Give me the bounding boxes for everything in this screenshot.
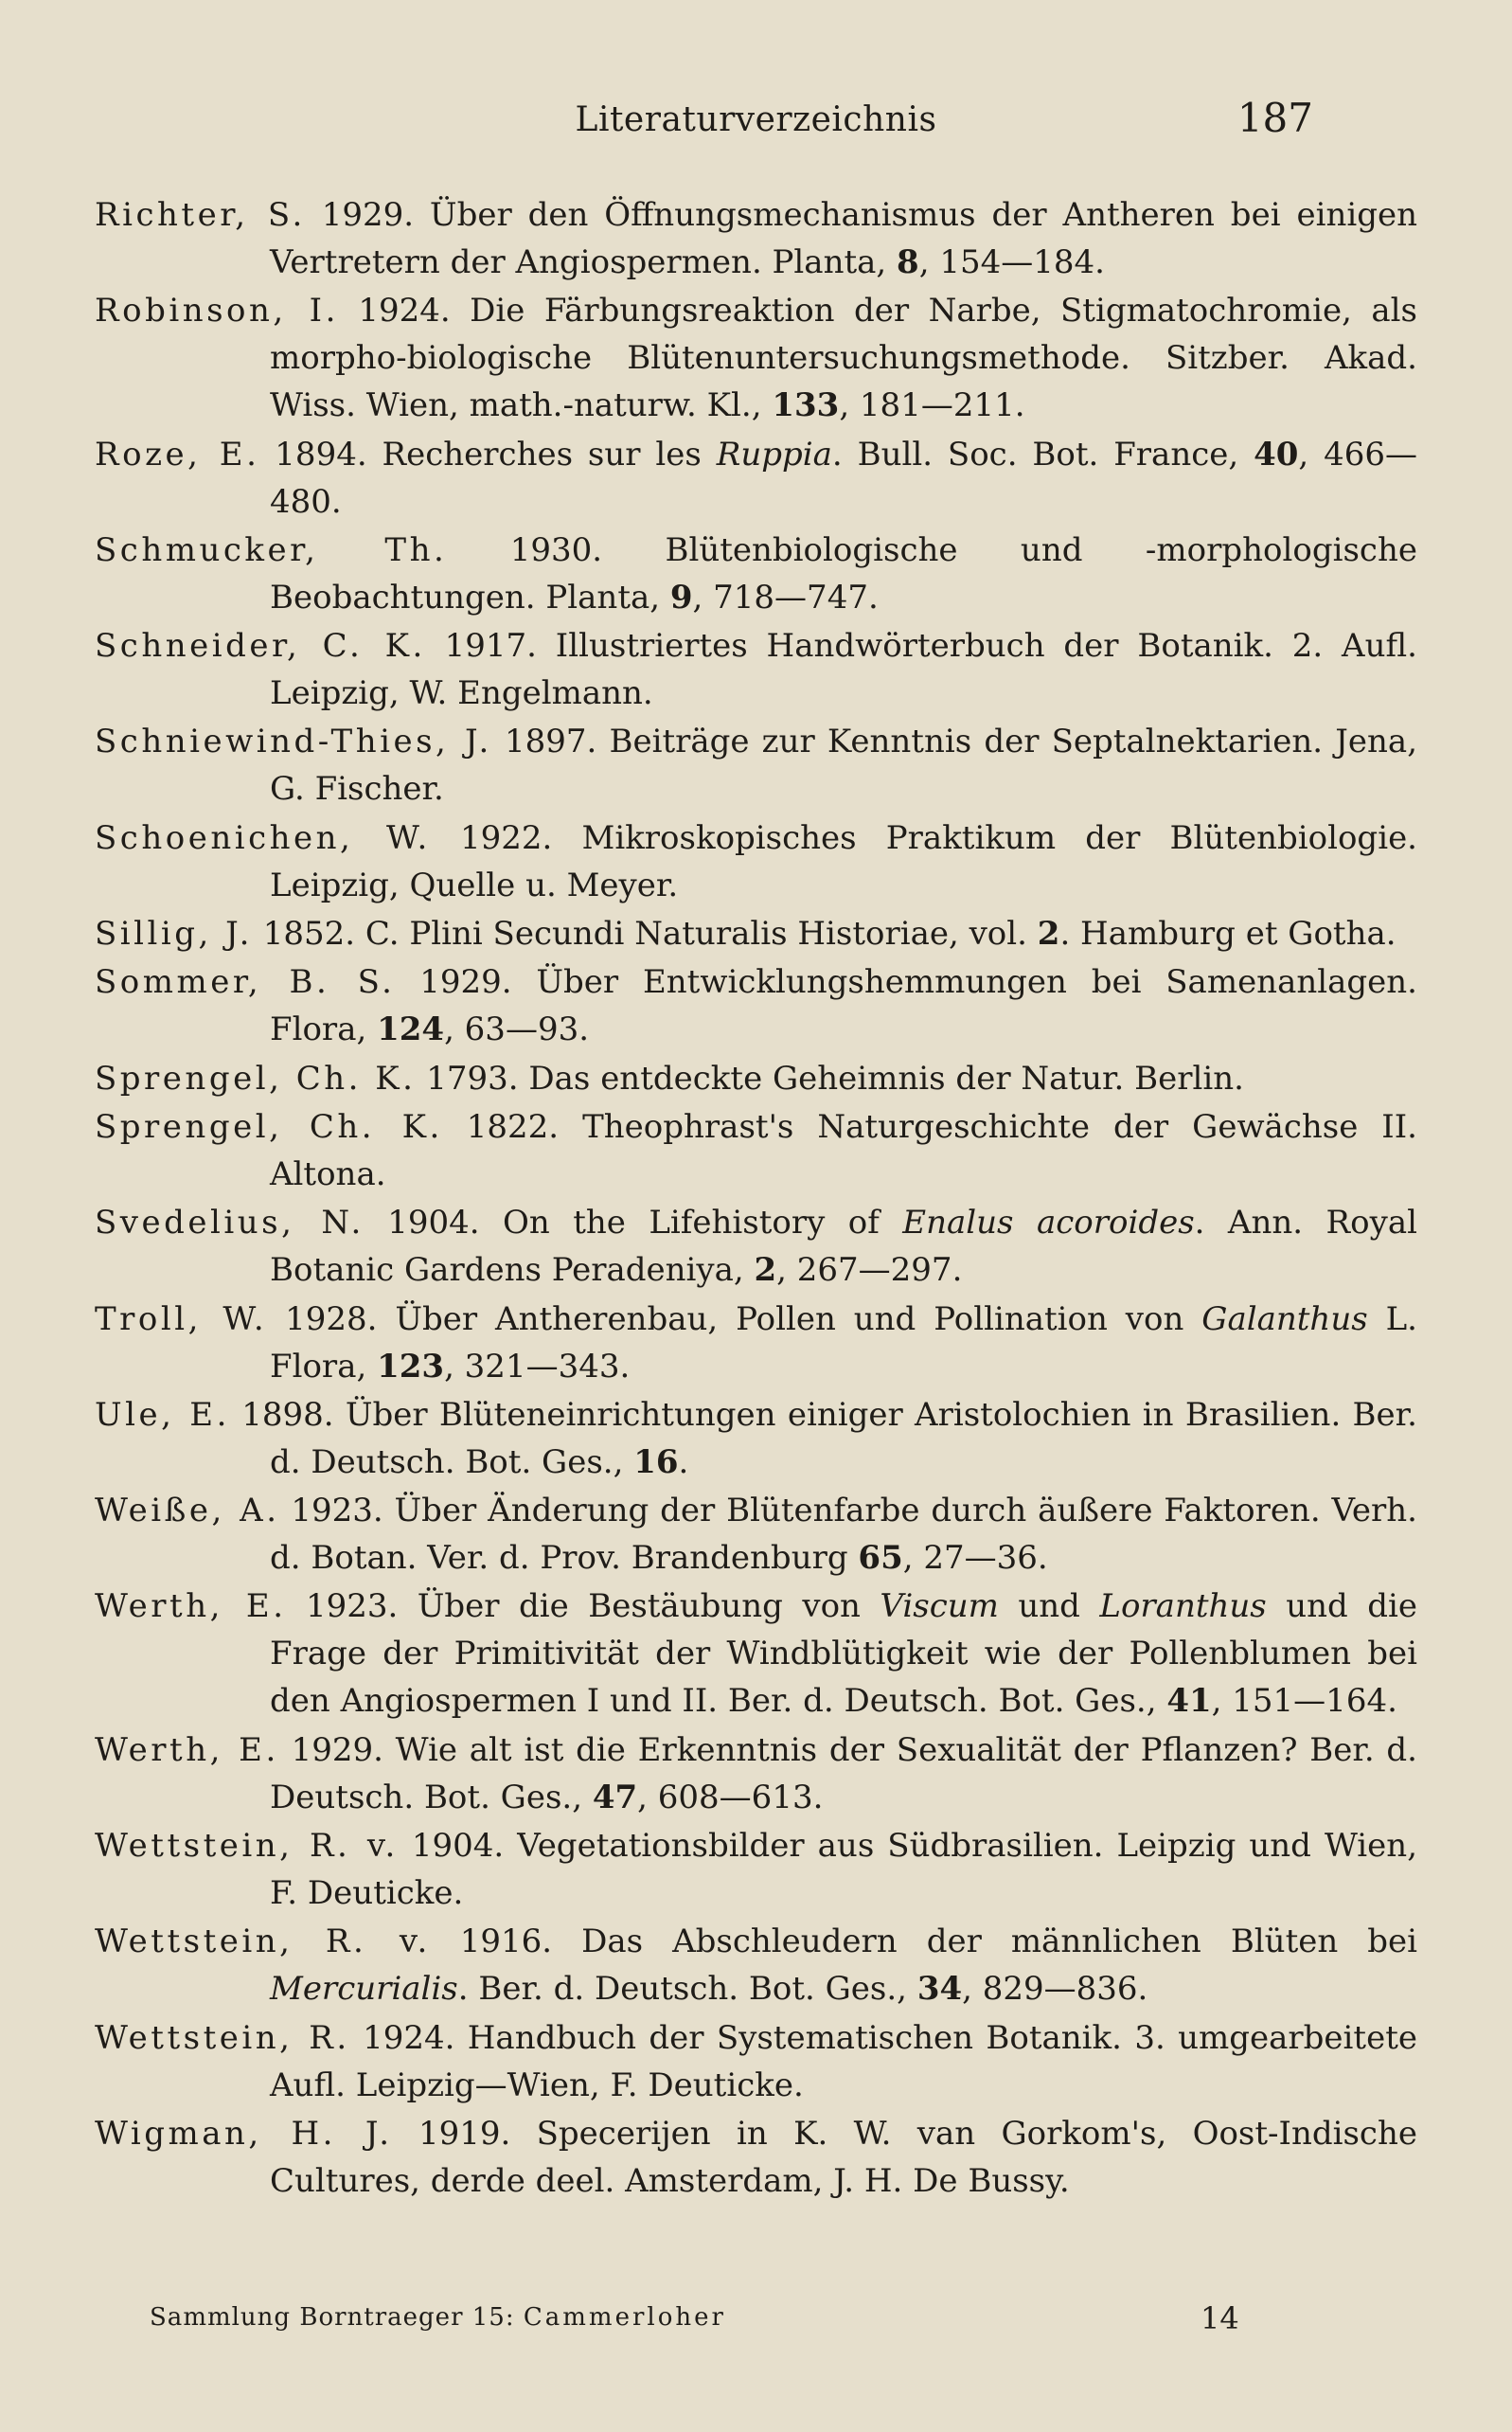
entry-text: , 181—211. xyxy=(839,386,1025,425)
page-number: 187 xyxy=(1236,95,1313,141)
entry-volume: 40 xyxy=(1254,435,1299,474)
entry-author: Wettstein, R. xyxy=(95,2018,350,2057)
bibliography-entry xyxy=(95,1918,1417,2012)
entry-volume: 2 xyxy=(1037,915,1060,954)
bibliography-entry xyxy=(95,1103,1417,1198)
bibliography-entry xyxy=(95,1487,1417,1582)
entry-text: , 829—836. xyxy=(962,1970,1148,2009)
entry-text: , 267—297. xyxy=(776,1251,963,1290)
entry-author: Schniewind-Thies, J. xyxy=(95,723,492,761)
running-title: Literaturverzeichnis xyxy=(575,100,937,139)
entry-text: . Ann. Royal Botanic Gardens Peradeniya, xyxy=(270,1204,1417,1290)
entry-text: 1916. Das Abschleudern der männlichen Blüten bei xyxy=(430,1922,1417,1961)
bibliography-entry xyxy=(95,431,1417,526)
entry-text: und xyxy=(998,1587,1100,1626)
entry-taxon: Enalus acoroides xyxy=(902,1204,1195,1243)
bibliography-entry xyxy=(95,191,1417,286)
entry-text: , 27—36. xyxy=(902,1539,1048,1578)
entry-author: Sprengel, Ch. K. xyxy=(95,1107,443,1146)
bibliography-entry xyxy=(95,1296,1417,1390)
entry-text: 1904. On the Lifehistory of xyxy=(364,1204,903,1243)
entry-text: 1929. Wie alt ist die Erkenntnis der Sexualität der Pflanzen? Ber. d. Deutsch. Bot. Ges., xyxy=(270,1730,1417,1816)
bibliography-entry xyxy=(95,910,1417,957)
entry-text: , 321—343. xyxy=(444,1347,631,1386)
entry-volume: 9 xyxy=(669,578,693,617)
entry-text: , 154—184. xyxy=(918,243,1105,281)
entry-text: 1928. Über Antherenbau, Pollen und Pollination von xyxy=(267,1299,1202,1338)
entry-text: L. Flora, xyxy=(270,1299,1417,1386)
entry-text: 1923. Über Änderung der Blütenfarbe durch äußere Faktoren. Verh. d. Botan. Ver. d. Prov. Brandenburg xyxy=(270,1492,1417,1578)
sheet-number: 14 xyxy=(1201,2300,1239,2336)
entry-taxon: Mercurialis xyxy=(270,1970,458,2009)
entry-taxon: Galanthus xyxy=(1201,1299,1368,1338)
entry-author: Wettstein, R. v. xyxy=(95,1827,399,1866)
entry-taxon: Loranthus xyxy=(1099,1587,1267,1626)
bibliography-entry xyxy=(95,287,1417,429)
bibliography-entry xyxy=(95,2014,1417,2109)
entry-text: . xyxy=(678,1442,689,1481)
signature-author: Cammerloher xyxy=(523,2303,726,2332)
printer-signature xyxy=(150,2303,726,2332)
entry-text: 1930. Blütenbiologische und -morphologische Beobachtungen. Planta, xyxy=(270,530,1417,617)
entry-volume: 47 xyxy=(592,1778,638,1816)
signature-prefix: Sammlung Borntraeger 15: xyxy=(150,2303,524,2332)
entry-author: Svedelius, N. xyxy=(95,1204,365,1243)
entry-text: 1929. Über den Öffnungsmechanismus der Antheren bei einigen Vertretern der Angiospermen. Planta, xyxy=(270,196,1418,281)
entry-text: 1924. Die Färbungsreaktion der Narbe, Stigmatochromie, als morpho-biologische Blütenuntersuchungsmethode. Sitzber. Akad. Wiss. Wien, math.-naturw. Kl., xyxy=(270,292,1417,425)
entry-text: 1822. Theophrast's Naturgeschichte der Gewächse II. Altona. xyxy=(270,1107,1417,1193)
entry-taxon: Viscum xyxy=(880,1587,999,1626)
bibliography-entry xyxy=(95,958,1417,1053)
entry-text: 1917. Illustriertes Handwörterbuch der Botanik. 2. Aufl. Leipzig, W. Engelmann. xyxy=(270,627,1417,713)
bibliography-entry xyxy=(95,1726,1417,1821)
bibliography-entry xyxy=(95,1199,1417,1294)
entry-author: Sommer, B. S. xyxy=(95,963,396,1002)
entry-author: Robinson, I. xyxy=(95,292,339,331)
bibliography-entry xyxy=(95,1583,1417,1725)
entry-volume: 2 xyxy=(754,1251,777,1290)
entry-text: 1793. Das entdeckte Geheimnis der Natur. Berlin. xyxy=(416,1059,1244,1098)
entry-author: Werth, E. xyxy=(95,1730,279,1769)
entry-author: Wettstein, R. v. xyxy=(95,1922,431,1961)
entry-author: Ule, E. xyxy=(95,1395,230,1434)
running-head xyxy=(95,95,1417,152)
bibliography-entry xyxy=(95,814,1417,909)
bibliography-entry xyxy=(95,1822,1417,1917)
entry-volume: 16 xyxy=(633,1442,679,1481)
entry-author: Roze, E. xyxy=(95,435,260,474)
entry-author: Sillig, J. xyxy=(95,915,253,954)
entry-author: Sprengel, Ch. K. xyxy=(95,1059,417,1098)
bibliography-entry xyxy=(95,527,1417,621)
entry-author: Schneider, C. K. xyxy=(95,627,426,666)
entry-text: 1919. Specerijen in K. W. van Gorkom's, Oost-Indische Cultures, derde deel. Amsterdam, J. H. De Bussy. xyxy=(270,2114,1417,2200)
entry-text: , 466—480. xyxy=(270,435,1417,521)
bibliography-entry xyxy=(95,718,1417,813)
bibliography-entry xyxy=(95,1055,1417,1102)
page-footer xyxy=(150,2300,1417,2341)
entry-text: 1923. Über die Bestäubung von xyxy=(286,1587,881,1626)
entry-author: Werth, E. xyxy=(95,1587,287,1626)
bibliography-entry xyxy=(95,622,1417,717)
entry-text: . Hamburg et Gotha. xyxy=(1059,915,1396,954)
entry-text: 1894. Recherches sur les xyxy=(259,435,717,474)
entry-text: 1898. Über Blüteneinrichtungen einiger Aristolochien in Brasilien. Ber. d. Deutsch. Bot. Ges., xyxy=(229,1395,1417,1481)
entry-taxon: Ruppia xyxy=(716,435,832,474)
entry-volume: 65 xyxy=(858,1539,903,1578)
entry-volume: 34 xyxy=(916,1970,963,2009)
entry-text: , 608—613. xyxy=(637,1778,824,1816)
entry-volume: 8 xyxy=(897,243,919,281)
entry-volume: 124 xyxy=(377,1010,445,1049)
entry-volume: 41 xyxy=(1166,1682,1212,1721)
entry-author: Wigman, H. J. xyxy=(95,2114,393,2153)
entry-author: Richter, S. xyxy=(95,196,306,234)
entry-text: 1929. Über Entwicklungshemmungen bei Samenanlagen. Flora, xyxy=(270,963,1417,1049)
entry-volume: 133 xyxy=(772,386,840,425)
entry-author: Troll, W. xyxy=(95,1299,268,1338)
entry-text: 1922. Mikroskopisches Praktikum der Blütenbiologie. Leipzig, Quelle u. Meyer. xyxy=(270,818,1417,904)
entry-text: 1897. Beiträge zur Kenntnis der Septalnektarien. Jena, G. Fischer. xyxy=(270,723,1417,809)
entry-volume: 123 xyxy=(377,1347,445,1386)
entry-author: Weiße, A. xyxy=(95,1492,280,1530)
bibliography-list xyxy=(95,191,1417,2206)
entry-author: Schmucker, Th. xyxy=(95,530,448,569)
entry-text: 1904. Vegetationsbilder aus Südbrasilien. Leipzig und Wien, F. Deuticke. xyxy=(270,1827,1418,1913)
entry-text: . Ber. d. Deutsch. Bot. Ges., xyxy=(457,1970,917,2009)
entry-text: 1924. Handbuch der Systematischen Botanik. 3. umgearbeitete Aufl. Leipzig—Wien, F. Deuticke. xyxy=(270,2018,1417,2104)
bibliography-entry xyxy=(95,1391,1417,1486)
entry-text: , 63—93. xyxy=(444,1010,590,1049)
entry-text: , 151—164. xyxy=(1211,1682,1397,1721)
entry-author: Schoenichen, W. xyxy=(95,818,431,857)
bibliography-entry xyxy=(95,2110,1417,2205)
entry-text: , 718—747. xyxy=(692,578,879,617)
entry-text: und die Frage der Primitivität der Windblütigkeit wie der Pollenblumen bei den Angiospermen I und II. Ber. d. Deutsch. Bot. Ges., xyxy=(270,1587,1417,1721)
entry-text: 1852. C. Plini Secundi Naturalis Historiae, vol. xyxy=(252,915,1038,954)
entry-text: . Bull. Soc. Bot. France, xyxy=(831,435,1254,474)
